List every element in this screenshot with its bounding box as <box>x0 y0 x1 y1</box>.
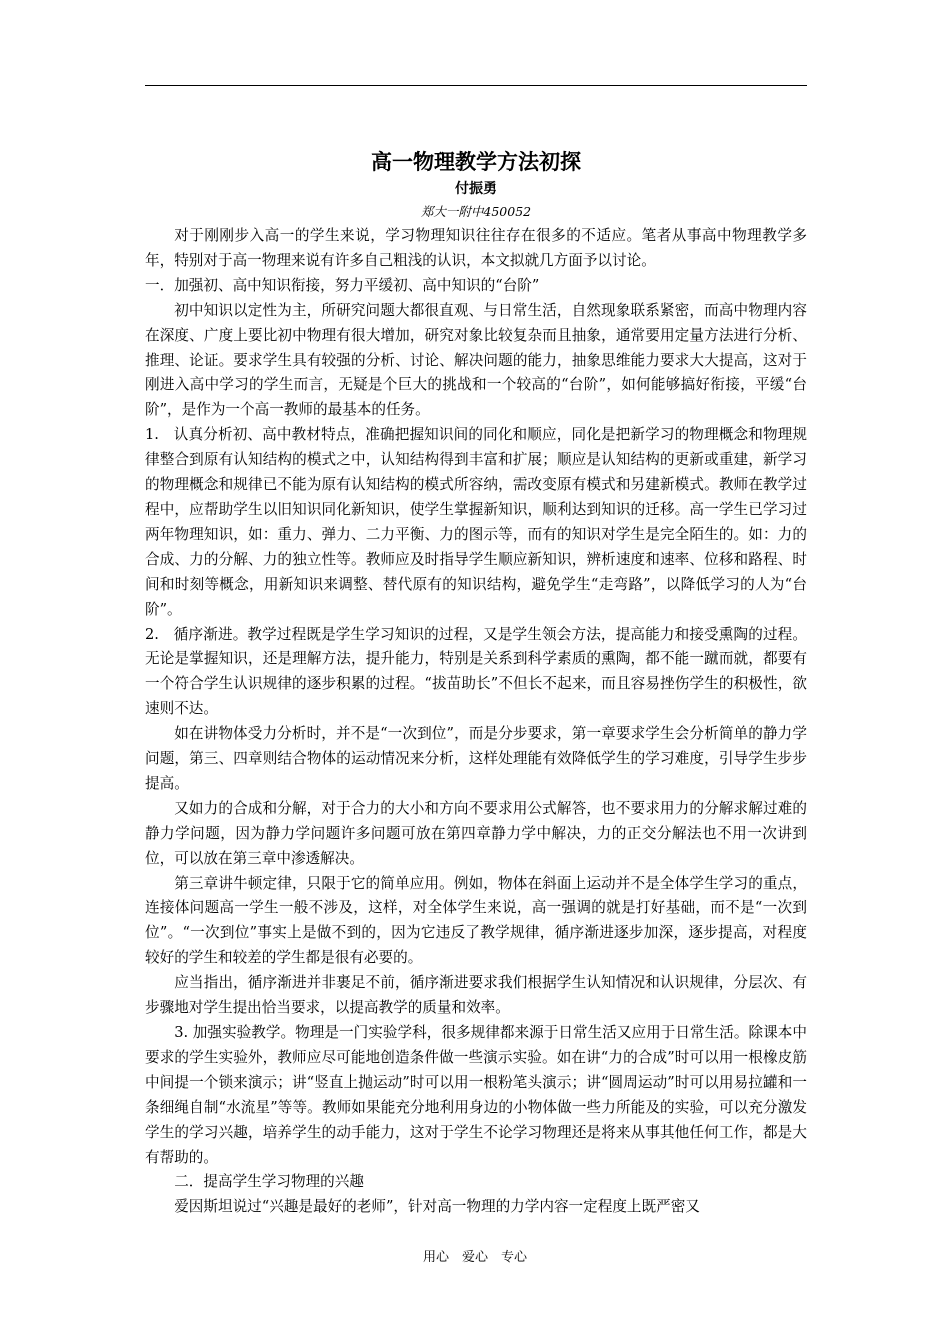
numbered-paragraph: 1. 认真分析初、高中教材特点，准确把握知识间的同化和顺应，同化是把新学习的物理概念和物理规律整合到原有认知结构的模式之中，认知结构得到丰富和扩展；顺应是认知结构的更新或重建，新学习的物理概念和规律已不能为原有认知结构的模式所容纳，需改变原有模式和另建新模式。教师在教学过程中，应帮助学生以旧知识同化新知识，使学生掌握新知识，顺利达到知识的迁移。高一学生已学习过两年物理知识，如：重力、弹力、二力平衡、力的图示等，而有的知识对学生是完全陌生的。如：力的合成、力的分解、力的独立性等。教师应及时指导学生顺应新知识，辨析速度和速率、位移和路程、时间和时刻等概念，用新知识来调整、替代原有的知识结构，避免学生“走弯路”，以降低学习的人为“台阶”。 <box>145 426 807 618</box>
paragraph: 对于刚刚步入高一的学生来说，学习物理知识往往存在很多的不适应。笔者从事高中物理教学多年，特别对于高一物理来说有许多自己粗浅的认识，本文拟就几方面予以讨论。 <box>145 227 807 269</box>
paragraph: 初中知识以定性为主，所研究问题大都很直观、与日常生活，自然现象联系紧密，而高中物理内容在深度、广度上要比初中物理有很大增加，研究对象比较复杂而且抽象，通常要用定量方法进行分析、推理、论证。要求学生具有较强的分析、讨论、解决问题的能力，抽象思维能力要求大大提高，这对于刚进入高中学习的学生而言，无疑是个巨大的挑战和一个较高的“台阶”，如何能够搞好衔接，平缓“台阶”，是作为一个高一教师的最基本的任务。 <box>145 301 807 419</box>
paragraph: 第三章讲牛顿定律，只限于它的简单应用。例如，物体在斜面上运动并不是全体学生学习的重点，连接体问题高一学生一般不涉及，这样，对全体学生来说，高一强调的就是打好基础，而不是“一次到位”。“一次到位”事实上是做不到的，因为它违反了教学规律，循序渐进逐步加深，逐步提高，对程度较好的学生和较差的学生都是很有必要的。 <box>145 874 807 967</box>
numbered-paragraph: 2. 循序渐进。教学过程既是学生学习知识的过程，又是学生领会方法，提高能力和接受熏陶的过程。无论是掌握知识，还是理解方法，提升能力，特别是关系到科学素质的熏陶，都不能一蹴而就，都要有一个符合学生认识规律的逐步积累的过程。“拔苗助长”不但长不起来，而且容易挫伤学生的积极性，欲速则不达。 <box>145 625 807 718</box>
article-title: 高一物理教学方法初探 <box>371 150 581 174</box>
header-rule <box>145 85 807 86</box>
section-heading: 二．提高学生学习物理的兴趣 <box>174 1173 364 1191</box>
section-heading: 一．加强初、高中知识衔接，努力平缓初、高中知识的“台阶” <box>145 276 540 294</box>
page-footer: 用心 爱心 专心 <box>422 1250 527 1265</box>
article-affiliation: 郑大一附中450052 <box>420 204 532 219</box>
paragraph: 如在讲物体受力分析时，并不是“一次到位”，而是分步要求，第一章要求学生会分析简单的静力学问题，第三、四章则结合物体的运动情况来分析，这样处理能有效降低学生的学习难度，引导学生步步提高。 <box>145 725 807 792</box>
paragraph: 应当指出，循序渐进并非裹足不前，循序渐进要求我们根据学生认知情况和认识规律，分层次、有步骤地对学生提出恰当要求，以提高教学的质量和效率。 <box>145 974 807 1017</box>
paragraph: 又如力的合成和分解，对于合力的大小和方向不要求用公式解答，也不要求用力的分解求解过难的静力学问题，因为静力学问题许多问题可放在第四章静力学中解决，力的正交分解法也不用一次讲到位，可以放在第三章中渗透解决。 <box>145 799 807 867</box>
article <box>145 146 807 1220</box>
paragraph: 爱因斯坦说过“兴趣是最好的老师”，针对高一物理的力学内容一定程度上既严密又 <box>174 1198 700 1216</box>
numbered-paragraph: 3. 加强实验教学。物理是一门实验学科，很多规律都来源于日常生活又应用于日常生活。除课本中要求的学生实验外，教师应尽可能地创造条件做一些演示实验。如在讲“力的合成”时可以用一根橡皮筋中间提一个锁来演示；讲“竖直上抛运动”时可以用一根粉笔头演示；讲“圆周运动”时可以用易拉罐和一条细绳自制“水流星”等等。教师如果能充分地利用身边的小物体做一些力所能及的实验，可以充分激发学生的学习兴趣，培养学生的动手能力，这对于学生不论学习物理还是将来从事其他任何工作，都是大有帮助的。 <box>145 1024 807 1166</box>
article-author: 付振勇 <box>455 181 497 197</box>
article-body <box>145 224 807 1220</box>
